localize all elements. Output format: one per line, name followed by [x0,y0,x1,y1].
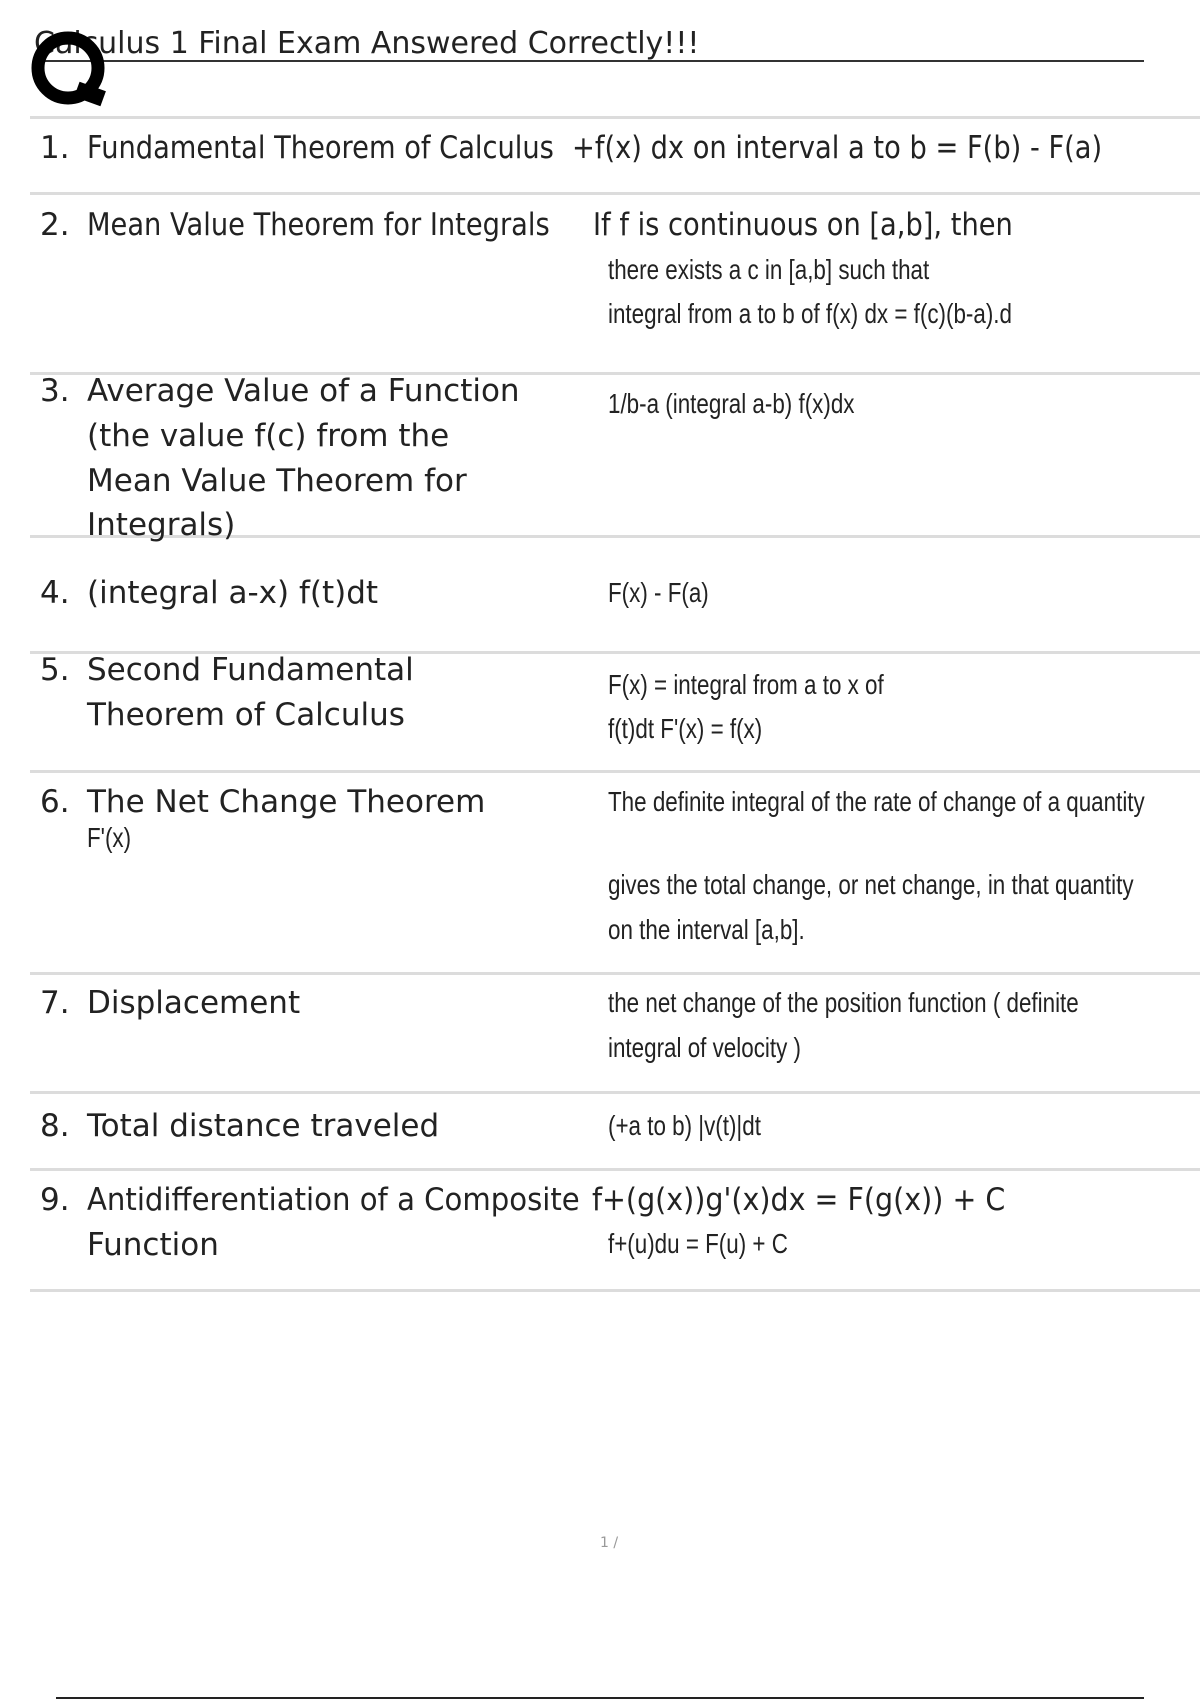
item-number: 2. [40,207,70,243]
divider [30,770,1200,773]
term: F'(x) [87,822,132,853]
term: Fundamental Theorem of Calculus [87,130,554,166]
definition: (+a to b) |v(t)|dt [608,1110,761,1141]
divider [30,1289,1200,1292]
definition: integral of velocity ) [608,1032,801,1063]
divider [30,192,1200,195]
term: Total distance traveled [87,1108,440,1144]
page-number: 1 / [600,1535,619,1551]
divider [30,116,1200,119]
term: Mean Value Theorem for [87,463,467,499]
term: Displacement [87,985,301,1021]
term: Second Fundamental [87,652,414,688]
term: Integrals) [87,507,236,543]
term: Function [87,1227,219,1263]
item-number: 4. [40,575,70,611]
item-number: 8. [40,1108,70,1144]
term: The Net Change Theorem [87,784,486,820]
item-number: 6. [40,784,70,820]
term: Antidifferentiation of a Composite [87,1182,580,1218]
definition: gives the total change, or net change, in that quantity [608,869,1134,900]
item-number: 3. [40,373,70,409]
definition: f+(g(x))g'(x)dx = F(g(x)) + C [592,1182,1006,1218]
definition: If f is continuous on [a,b], then [593,207,1013,243]
term: Theorem of Calculus [87,697,405,733]
item-number: 7. [40,985,70,1021]
definition: there exists a c in [a,b] such that [608,254,930,285]
definition: f(t)dt F'(x) = f(x) [608,713,763,744]
divider [30,1091,1200,1094]
definition: The definite integral of the rate of change of a quantity [608,786,1145,817]
term: Average Value of a Function [87,373,520,409]
item-number: 5. [40,652,70,688]
item-number: 9. [40,1182,70,1218]
definition: the net change of the position function ( definite [608,987,1079,1018]
divider [30,972,1200,975]
definition: on the interval [a,b]. [608,914,805,945]
page-bottom-divider [56,1697,1144,1699]
definition: +f(x) dx on interval a to b = F(b) - F(a) [572,130,1103,166]
term: (the value f(c) from the [87,418,450,454]
q-logo-icon [30,30,110,110]
item-number: 1. [40,130,70,166]
definition: F(x) - F(a) [608,577,709,608]
term: (integral a-x) f(t)dt [87,575,379,611]
term: Mean Value Theorem for Integrals [87,207,550,243]
definition: f+(u)du = F(u) + C [608,1228,788,1259]
divider [30,1168,1200,1171]
document-title: Calculus 1 Final Exam Answered Correctly!!! [34,28,1144,62]
definition: 1/b-a (integral a-b) f(x)dx [608,388,855,419]
definition: F(x) = integral from a to x of [608,669,884,700]
definition: integral from a to b of f(x) dx = f(c)(b-a).d [608,298,1012,329]
